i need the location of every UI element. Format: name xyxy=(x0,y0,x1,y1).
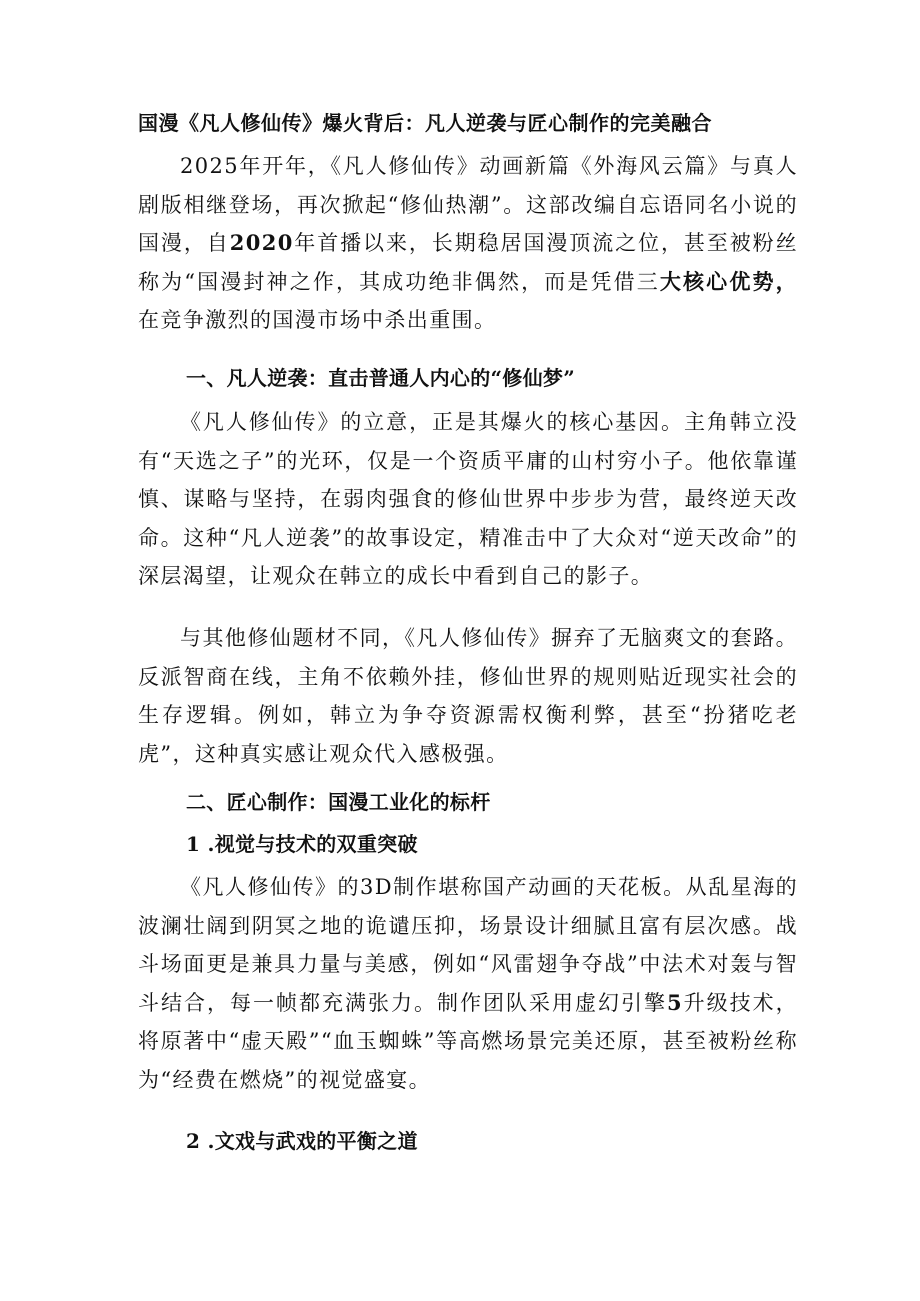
subsection1-text-2: 升级技术，将原著中“虚天殿”“血玉蜘蛛”等高燃场景完美还原，甚至被粉丝称为“经费在燃烧”的视觉盛宴。 xyxy=(138,990,798,1092)
section2-heading: 二、匠心制作：国漫工业化的标杆 xyxy=(186,790,491,814)
subsection1-paragraph xyxy=(138,868,798,1099)
subsection1-text-1: 《凡人修仙传》的3D制作堪称国产动画的天花板。从乱星海的波澜壮阔到阴冥之地的诡谴压抑，场景设计细腻且富有层次感。战斗场面更是兼具力量与美感，例如“风雷翅争夺战”中法术对轰与智斗结合，每一帧都充满张力。制作团队采用虚幻引擎 xyxy=(138,875,798,1015)
intro-text-3: 在竞争激烈的国漫市场中杀出重围。 xyxy=(138,308,497,332)
subsection1-bold-number: 5 xyxy=(666,989,683,1015)
intro-bold-year: 2020 xyxy=(229,230,294,255)
subsection2-heading: 2 .文戏与武戏的平衡之道 xyxy=(186,1129,418,1153)
section1-heading: 一、凡人逆袭：直击普通人内心的“修仙梦” xyxy=(186,366,576,390)
intro-paragraph xyxy=(138,147,798,340)
intro-bold-phrase: 大核心优势， xyxy=(659,268,798,294)
section1-paragraph-1: 《凡人修仙传》的立意，正是其爆火的核心基因。主角韩立没有“天选之子”的光环，仅是一个资质平庸的山村穷小子。他依靠谨慎、谋略与坚持，在弱肉强食的修仙世界中步步为营，最终逆天改命。这种“凡人逆袭”的故事设定，精准击中了大众对“逆天改命”的深层渴望，让观众在韩立的成长中看到自己的影子。 xyxy=(138,410,798,588)
intro-text-2: 年首播以来，长期稳居国漫顶流之位，甚至被粉丝称为“国漫封神之作，其成功绝非偶然，而是凭借三 xyxy=(138,231,798,294)
intro-text-1: 2025年开年，《凡人修仙传》动画新篇《外海风云篇》与真人剧版相继登场，再次掀起“修仙热潮”。这部改编自忘语同名小说的国漫，自 xyxy=(138,154,798,255)
article-title: 国漫《凡人修仙传》爆火背后：凡人逆袭与匠心制作的完美融合 xyxy=(138,111,712,135)
section1-paragraph-2: 与其他修仙题材不同，《凡人修仙传》摒弃了无脑爽文的套路。反派智商在线，主角不依赖外挂，修仙世界的规则贴近现实社会的生存逻辑。例如，韩立为争夺资源需权衡利弊，甚至“扮猪吃老虎”，这种真实感让观众代入感极强。 xyxy=(138,626,798,766)
subsection1-heading: 1 .视觉与技术的双重突破 xyxy=(186,832,418,856)
